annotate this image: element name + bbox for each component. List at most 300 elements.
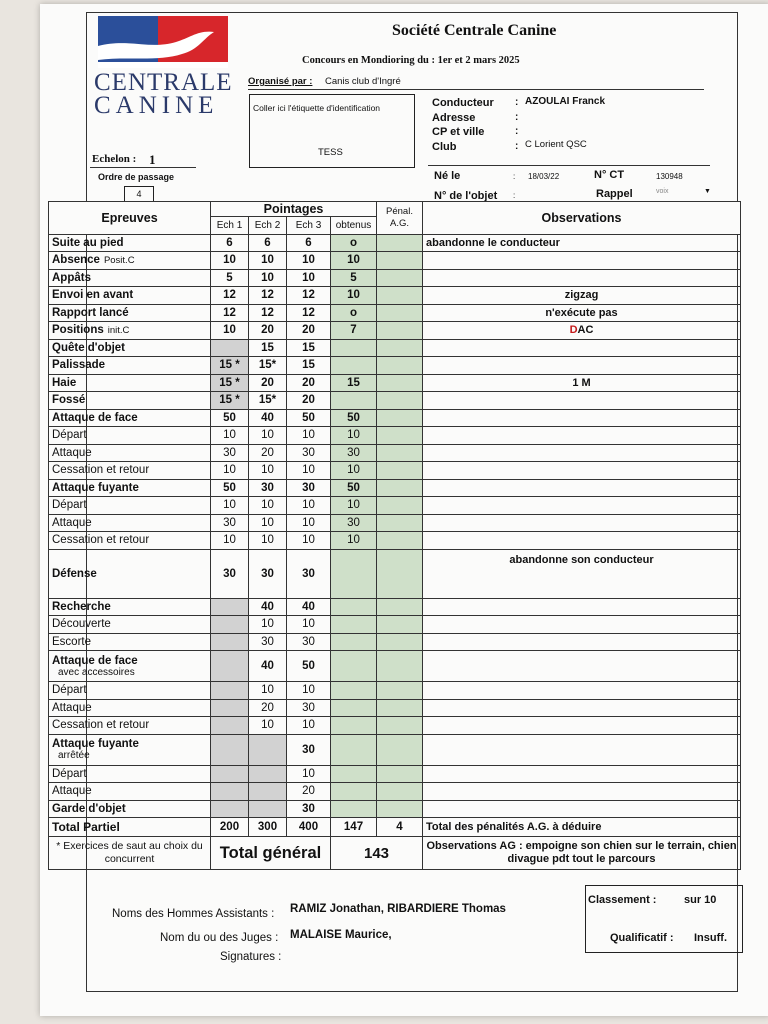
score-ech3: 20 — [287, 783, 331, 801]
exercise-name: Garde d'objet — [52, 802, 126, 815]
logo-line2: CANINE — [94, 92, 219, 119]
score-penalty — [377, 717, 423, 735]
ct-value: 130948 — [656, 172, 683, 181]
table-row — [49, 549, 741, 598]
exercise-name: Attaque — [52, 446, 92, 459]
table-row — [49, 532, 741, 550]
observation-text: DAC — [569, 324, 594, 337]
exercise-name: Quête d'objet — [52, 341, 126, 354]
score-ech3: 10 — [287, 532, 331, 550]
score-ech3: 12 — [287, 304, 331, 322]
table-row — [49, 717, 741, 735]
page-subtitle: Concours en Mondioring du : 1er et 2 mars 2025 — [302, 55, 520, 66]
score-ech3: 30 — [287, 800, 331, 818]
score-ech2: 10 — [249, 514, 287, 532]
score-ech3: 10 — [287, 682, 331, 700]
organized-by-value: Canis club d'Ingré — [325, 76, 401, 87]
score-obtenus — [331, 800, 377, 818]
score-ech2: 10 — [249, 616, 287, 634]
qualificatif-label: Qualificatif : — [610, 932, 674, 944]
logo-line1: CENTRALE — [94, 69, 233, 96]
row-label — [49, 339, 211, 357]
table-row — [49, 269, 741, 287]
score-obtenus: 10 — [331, 287, 377, 305]
total-partiel-penalty: 4 — [377, 818, 423, 837]
score-obtenus: 7 — [331, 322, 377, 340]
address-label: Adresse — [432, 111, 476, 124]
observation-cell — [423, 598, 741, 616]
total-partiel-obtenus: 147 — [331, 818, 377, 837]
score-ech2: 10 — [249, 462, 287, 480]
score-ech2: 40 — [249, 651, 287, 682]
score-ech3: 30 — [287, 633, 331, 651]
row-label — [49, 392, 211, 410]
signatures-label: Signatures : — [220, 951, 282, 963]
score-ech1: 15 * — [211, 357, 249, 375]
exercise-name: Attaque de face — [52, 411, 138, 424]
score-ech1: 15 * — [211, 392, 249, 410]
handler-labels — [432, 96, 494, 154]
col-ech2: Ech 2 — [249, 217, 287, 235]
exercise-name: Défense — [52, 567, 97, 580]
score-penalty — [377, 699, 423, 717]
score-ech2: 20 — [249, 444, 287, 462]
logo — [98, 16, 228, 68]
exercise-name: Positions — [52, 324, 104, 337]
echelon-value: 1 — [149, 152, 156, 167]
exercise-name: Attaque fuyante — [52, 481, 139, 494]
exercise-sub: avec accessoires — [58, 666, 135, 678]
score-obtenus — [331, 339, 377, 357]
identification-sticker-box — [249, 94, 415, 168]
score-obtenus: 10 — [331, 462, 377, 480]
score-ech3: 30 — [287, 549, 331, 598]
exercise-name: Départ — [52, 499, 87, 512]
score-obtenus — [331, 734, 377, 765]
total-partiel-ech3: 400 — [287, 818, 331, 837]
score-ech3: 12 — [287, 287, 331, 305]
observation-text: 1 M — [572, 376, 591, 389]
score-penalty — [377, 549, 423, 598]
score-obtenus: 10 — [331, 427, 377, 445]
table-row — [49, 304, 741, 322]
observation-cell — [423, 357, 741, 375]
score-ech2: 30 — [249, 479, 287, 497]
score-obtenus — [331, 633, 377, 651]
page-title: Société Centrale Canine — [392, 22, 557, 39]
exercise-name: Cessation et retour — [52, 719, 150, 732]
order-label: Ordre de passage — [98, 172, 175, 182]
score-penalty — [377, 532, 423, 550]
observation-cell — [423, 409, 741, 427]
score-penalty — [377, 514, 423, 532]
score-obtenus: 30 — [331, 514, 377, 532]
score-ech2: 10 — [249, 532, 287, 550]
col-penal: Pénal. A.G. — [377, 202, 423, 235]
score-ech2: 10 — [249, 252, 287, 270]
score-ech1: 50 — [211, 479, 249, 497]
row-label — [49, 322, 211, 340]
col-observations: Observations — [423, 202, 741, 235]
score-ech2: 30 — [249, 633, 287, 651]
table-row — [49, 427, 741, 445]
table-row — [49, 409, 741, 427]
header-rule — [248, 89, 704, 90]
score-penalty — [377, 479, 423, 497]
observation-cell — [423, 374, 741, 392]
exercise-name: Absence — [52, 254, 100, 267]
table-row — [49, 699, 741, 717]
score-ech1 — [211, 651, 249, 682]
order-value: 4 — [124, 186, 154, 202]
table-row — [49, 633, 741, 651]
row-label — [49, 616, 211, 634]
score-ech1: 12 — [211, 287, 249, 305]
score-penalty — [377, 598, 423, 616]
table-row — [49, 514, 741, 532]
score-penalty — [377, 497, 423, 515]
exercise-name: Appâts — [52, 271, 91, 284]
score-penalty — [377, 339, 423, 357]
handler-value: AZOULAI Franck — [525, 96, 606, 107]
score-ech1 — [211, 598, 249, 616]
score-ech3: 10 — [287, 252, 331, 270]
score-obtenus: 50 — [331, 409, 377, 427]
col-obtenus: obtenus — [331, 217, 377, 235]
observation-cell — [423, 444, 741, 462]
club-label: Club — [432, 140, 457, 153]
recall-value: voix — [656, 188, 669, 195]
score-ech3: 30 — [287, 699, 331, 717]
exercise-sub: arrêtée — [58, 750, 90, 761]
observation-cell — [423, 651, 741, 682]
score-ech3: 10 — [287, 269, 331, 287]
score-ech2: 15* — [249, 392, 287, 410]
score-ech2: 30 — [249, 549, 287, 598]
object-colon: : — [513, 191, 516, 200]
score-ech3: 15 — [287, 357, 331, 375]
observation-cell — [423, 514, 741, 532]
row-label — [49, 598, 211, 616]
row-label — [49, 427, 211, 445]
score-penalty — [377, 783, 423, 801]
score-ech3: 50 — [287, 409, 331, 427]
exercise-name: Départ — [52, 684, 87, 697]
score-penalty — [377, 304, 423, 322]
score-ech2 — [249, 734, 287, 765]
row-label — [49, 549, 211, 598]
observation-text: abandonne le conducteur — [426, 236, 560, 249]
exercise-name: Attaque — [52, 785, 92, 798]
score-ech1 — [211, 339, 249, 357]
observations-ag: Observations AG : empoigne son chien sur le terrain, chien divague pdt tout le parcours — [423, 837, 741, 870]
score-ech1: 12 — [211, 304, 249, 322]
observation-cell — [423, 234, 741, 252]
exercise-name: Départ — [52, 767, 87, 780]
score-ech2: 15 — [249, 339, 287, 357]
score-obtenus — [331, 549, 377, 598]
exercise-name: Suite au pied — [52, 236, 124, 249]
score-penalty — [377, 444, 423, 462]
score-ech3: 10 — [287, 765, 331, 783]
col-pointages: Pointages — [211, 202, 377, 217]
table-row — [49, 651, 741, 682]
footnote: * Exercices de saut au choix du concurrent — [49, 837, 211, 870]
score-ech3: 10 — [287, 497, 331, 515]
classement-label: Classement : — [588, 894, 657, 906]
row-label — [49, 479, 211, 497]
exercise-name: Attaque — [52, 516, 92, 529]
observation-cell — [423, 699, 741, 717]
handler-colons: : : : : — [515, 97, 519, 152]
chevron-down-icon[interactable]: ▼ — [704, 188, 711, 195]
dog-name: TESS — [318, 147, 343, 158]
score-ech2 — [249, 783, 287, 801]
born-label: Né le — [434, 170, 461, 182]
score-ech3: 40 — [287, 598, 331, 616]
score-ech1: 10 — [211, 532, 249, 550]
score-obtenus: 30 — [331, 444, 377, 462]
score-obtenus: 10 — [331, 497, 377, 515]
score-penalty — [377, 682, 423, 700]
row-label — [49, 409, 211, 427]
recall-label: Rappel — [596, 188, 633, 200]
score-ech2 — [249, 800, 287, 818]
score-penalty — [377, 734, 423, 765]
exercise-name: Attaque — [52, 701, 92, 714]
row-label — [49, 514, 211, 532]
score-table — [48, 201, 741, 870]
observation-cell — [423, 616, 741, 634]
table-row — [49, 339, 741, 357]
score-ech3: 6 — [287, 234, 331, 252]
exercise-name: Fossé — [52, 394, 86, 407]
score-ech1: 10 — [211, 462, 249, 480]
score-obtenus — [331, 765, 377, 783]
exercise-name: Rapport lancé — [52, 306, 129, 319]
object-label: N° de l'objet — [434, 190, 498, 202]
judges-label: Nom du ou des Juges : — [160, 932, 279, 944]
score-penalty — [377, 322, 423, 340]
score-ech1: 10 — [211, 252, 249, 270]
exercise-sub: Posit.C — [103, 255, 135, 267]
born-colon: : — [513, 172, 516, 181]
row-label — [49, 287, 211, 305]
row-label — [49, 304, 211, 322]
table-row — [49, 497, 741, 515]
observation-cell — [423, 734, 741, 765]
score-obtenus — [331, 682, 377, 700]
score-penalty — [377, 651, 423, 682]
table-row — [49, 682, 741, 700]
table-row — [49, 783, 741, 801]
score-ech1 — [211, 717, 249, 735]
score-ech3: 10 — [287, 427, 331, 445]
score-ech1: 6 — [211, 234, 249, 252]
exercise-name: Attaque de face — [52, 654, 138, 667]
score-penalty — [377, 765, 423, 783]
score-ech3: 30 — [287, 479, 331, 497]
observation-cell — [423, 497, 741, 515]
score-ech2: 40 — [249, 409, 287, 427]
score-ech1: 15 * — [211, 374, 249, 392]
score-penalty — [377, 633, 423, 651]
score-ech2: 12 — [249, 304, 287, 322]
total-penalites-label: Total des pénalités A.G. à déduire — [423, 818, 741, 837]
col-epreuves: Epreuves — [49, 202, 211, 235]
score-ech2: 10 — [249, 427, 287, 445]
table-row — [49, 444, 741, 462]
score-ech1 — [211, 800, 249, 818]
observation-cell — [423, 252, 741, 270]
score-penalty — [377, 800, 423, 818]
score-obtenus — [331, 717, 377, 735]
score-obtenus — [331, 598, 377, 616]
observation-cell — [423, 479, 741, 497]
handler-rule — [428, 165, 710, 166]
total-general-value: 143 — [331, 837, 423, 870]
observation-cell — [423, 427, 741, 445]
score-obtenus: o — [331, 304, 377, 322]
row-label — [49, 734, 211, 765]
row-label — [49, 765, 211, 783]
score-ech2: 6 — [249, 234, 287, 252]
born-value: 18/03/22 — [528, 172, 560, 181]
score-ech1: 30 — [211, 444, 249, 462]
score-penalty — [377, 462, 423, 480]
classement-value: sur 10 — [684, 894, 717, 906]
observation-cell — [423, 269, 741, 287]
observation-cell — [423, 532, 741, 550]
score-ech1 — [211, 783, 249, 801]
observation-cell — [423, 800, 741, 818]
observation-cell — [423, 287, 741, 305]
score-ech3: 15 — [287, 339, 331, 357]
row-label — [49, 444, 211, 462]
row-label — [49, 462, 211, 480]
judges-value: MALAISE Maurice, — [290, 929, 392, 941]
score-ech1 — [211, 616, 249, 634]
score-ech2: 12 — [249, 287, 287, 305]
score-obtenus: 5 — [331, 269, 377, 287]
sticker-label: Coller ici l'étiquette d'identification — [253, 103, 381, 113]
logo-emblem — [98, 16, 228, 68]
observation-cell — [423, 462, 741, 480]
score-ech2: 20 — [249, 322, 287, 340]
observation-cell — [423, 717, 741, 735]
score-obtenus: 50 — [331, 479, 377, 497]
exercise-name: Cessation et retour — [52, 534, 150, 547]
score-ech3: 20 — [287, 322, 331, 340]
row-label — [49, 651, 211, 682]
observation-cell — [423, 304, 741, 322]
score-penalty — [377, 252, 423, 270]
score-obtenus: 15 — [331, 374, 377, 392]
score-obtenus — [331, 392, 377, 410]
echelon-rule — [90, 167, 196, 168]
score-ech2: 40 — [249, 598, 287, 616]
score-ech1: 5 — [211, 269, 249, 287]
score-ech3: 50 — [287, 651, 331, 682]
score-ech1: 10 — [211, 322, 249, 340]
club-value: C Lorient QSC — [525, 139, 587, 150]
observation-cell — [423, 549, 741, 598]
row-label — [49, 532, 211, 550]
score-obtenus: o — [331, 234, 377, 252]
score-obtenus — [331, 616, 377, 634]
total-general-label: Total général — [211, 837, 331, 870]
total-partiel-ech2: 300 — [249, 818, 287, 837]
score-ech3: 10 — [287, 514, 331, 532]
exercise-name: Recherche — [52, 600, 111, 613]
helpers-label: Noms des Hommes Assistants : — [112, 908, 275, 920]
observation-cell — [423, 682, 741, 700]
row-label — [49, 234, 211, 252]
table-row — [49, 392, 741, 410]
score-ech3: 30 — [287, 734, 331, 765]
row-label — [49, 783, 211, 801]
row-label — [49, 357, 211, 375]
table-row — [49, 252, 741, 270]
observation-cell — [423, 322, 741, 340]
score-ech1: 30 — [211, 514, 249, 532]
echelon-label: Echelon : — [92, 153, 137, 165]
score-penalty — [377, 427, 423, 445]
observation-cell — [423, 392, 741, 410]
table-row — [49, 800, 741, 818]
row-label — [49, 717, 211, 735]
row-label — [49, 682, 211, 700]
row-label — [49, 269, 211, 287]
score-obtenus: 10 — [331, 532, 377, 550]
score-ech1 — [211, 633, 249, 651]
score-ech3: 10 — [287, 717, 331, 735]
row-label — [49, 800, 211, 818]
score-obtenus — [331, 699, 377, 717]
table-row — [49, 287, 741, 305]
score-penalty — [377, 616, 423, 634]
score-obtenus — [331, 783, 377, 801]
table-row — [49, 765, 741, 783]
score-ech3: 30 — [287, 444, 331, 462]
score-ech1: 30 — [211, 549, 249, 598]
score-ech1 — [211, 765, 249, 783]
exercise-name: Découverte — [52, 618, 111, 631]
col-ech3: Ech 3 — [287, 217, 331, 235]
exercise-name: Attaque fuyante — [52, 738, 139, 750]
organized-by-label: Organisé par : — [248, 76, 313, 87]
score-penalty — [377, 409, 423, 427]
observation-text: n'exécute pas — [545, 306, 618, 319]
exercise-sub: init.C — [107, 325, 130, 337]
exercise-name: Escorte — [52, 635, 91, 648]
ct-label: N° CT — [594, 169, 625, 181]
score-penalty — [377, 234, 423, 252]
score-ech3: 20 — [287, 374, 331, 392]
table-row — [49, 374, 741, 392]
city-label: CP et ville — [432, 126, 485, 138]
score-obtenus — [331, 651, 377, 682]
score-ech3: 20 — [287, 392, 331, 410]
table-row — [49, 479, 741, 497]
observation-text: zigzag — [564, 289, 599, 302]
table-row — [49, 734, 741, 765]
ranking-box — [585, 885, 743, 953]
score-penalty — [377, 374, 423, 392]
row-label — [49, 699, 211, 717]
exercise-name: Haie — [52, 376, 77, 389]
row-label — [49, 633, 211, 651]
